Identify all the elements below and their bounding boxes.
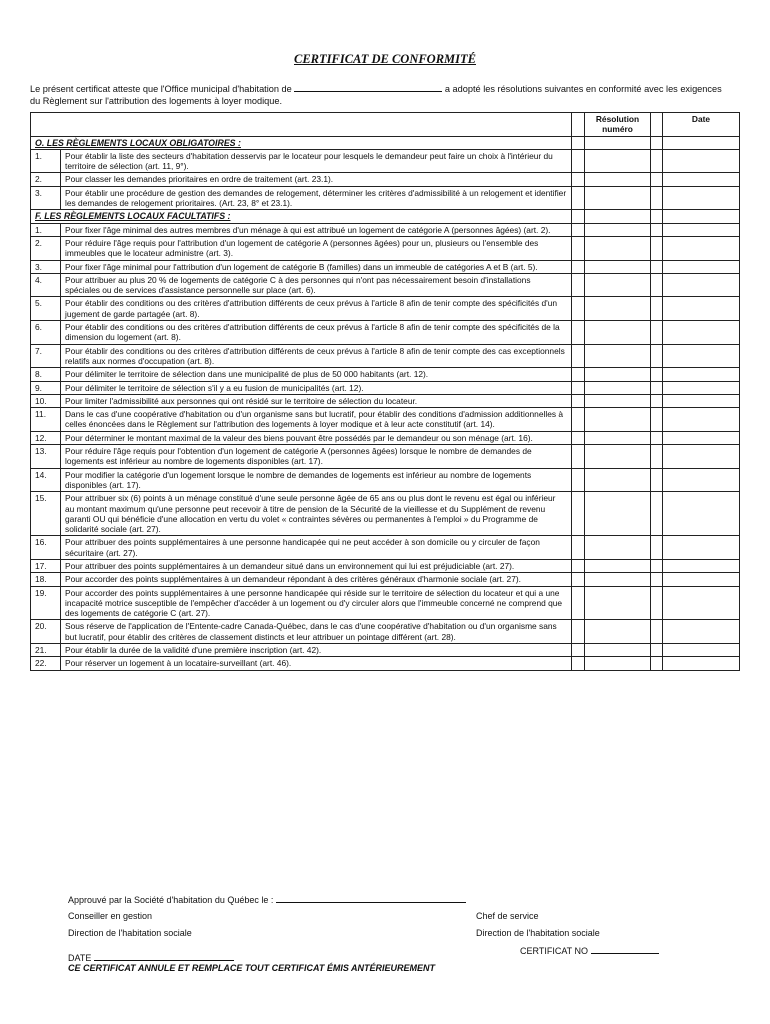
row-number: 1. bbox=[31, 223, 61, 236]
row-number: 15. bbox=[31, 492, 61, 536]
date-field[interactable] bbox=[663, 173, 740, 186]
certificat-number-label: CERTIFICAT NO bbox=[520, 946, 589, 956]
resolution-number-field[interactable] bbox=[585, 381, 651, 394]
date-field[interactable] bbox=[663, 445, 740, 469]
gap-cell bbox=[651, 136, 663, 149]
resolutions-table-body bbox=[31, 113, 740, 671]
resolution-number-field[interactable] bbox=[585, 186, 651, 210]
row-number: 3. bbox=[31, 186, 61, 210]
intro-text-end: a adopté les résolutions suivantes en conformité avec les exigences du Règlement sur l'attribution des logements à loyer modique. bbox=[30, 84, 722, 106]
table-row bbox=[31, 468, 740, 492]
row-description: Pour réduire l'âge requis pour l'obtention d'un logement de catégorie A (personnes âgées) lorsque le nombre de demandes de logements est inférieur au nombre de logements disponibles (art. 17). bbox=[61, 445, 572, 469]
gap-cell bbox=[572, 173, 585, 186]
row-description: Pour réserver un logement à un locataire-surveillant (art. 46). bbox=[61, 657, 572, 670]
resolution-number-field[interactable] bbox=[585, 559, 651, 572]
row-number: 6. bbox=[31, 321, 61, 345]
gap-cell bbox=[572, 344, 585, 368]
resolution-number-field[interactable] bbox=[585, 260, 651, 273]
row-description: Pour attribuer six (6) points à un ménage constitué d'une seule personne âgée de 65 ans ou plus dont le revenu est égal ou inférieur au montant maximum qu'une personne peut recevoir à titre de pension de la Sécurité de la vieillesse et du Supplément de revenu garanti OU qui bénéficie d'une allocation en vertu du volet « contraintes sévères ou permanentes à l'emploi » du Programme de solidarité sociale (art. 27). bbox=[61, 492, 572, 536]
date-cell bbox=[663, 210, 740, 223]
date-field[interactable] bbox=[663, 573, 740, 586]
intro-text-start: Le présent certificat atteste que l'Office municipal d'habitation de bbox=[30, 84, 292, 94]
table-row bbox=[31, 236, 740, 260]
date-field[interactable] bbox=[663, 431, 740, 444]
gap-cell bbox=[572, 136, 585, 149]
table-row bbox=[31, 657, 740, 670]
row-description: Pour classer les demandes prioritaires en ordre de traitement (art. 23.1). bbox=[61, 173, 572, 186]
table-row bbox=[31, 620, 740, 644]
date-field[interactable] bbox=[663, 297, 740, 321]
resolution-number-field[interactable] bbox=[585, 431, 651, 444]
date-field[interactable] bbox=[663, 492, 740, 536]
row-number: 13. bbox=[31, 445, 61, 469]
date-field[interactable] bbox=[663, 394, 740, 407]
gap-cell bbox=[572, 394, 585, 407]
resolution-number-field[interactable] bbox=[585, 644, 651, 657]
gap-cell bbox=[651, 536, 663, 560]
gap-cell bbox=[572, 210, 585, 223]
gap-cell bbox=[651, 394, 663, 407]
direction-left-label: Direction de l'habitation sociale bbox=[68, 928, 192, 938]
row-description: Pour établir des conditions ou des critères d'attribution différents de ceux prévus à l'article 8 afin de tenir compte des spécificités d'un jugement de garde partagée (art. 8). bbox=[61, 297, 572, 321]
row-number: 9. bbox=[31, 381, 61, 394]
gap-cell bbox=[572, 236, 585, 260]
date-label: DATE bbox=[68, 953, 92, 963]
gap-cell bbox=[572, 445, 585, 469]
gap-cell bbox=[651, 236, 663, 260]
gap-cell bbox=[651, 260, 663, 273]
resolution-number-field[interactable] bbox=[585, 492, 651, 536]
gap-cell bbox=[572, 273, 585, 297]
date-field[interactable] bbox=[663, 408, 740, 432]
row-number: 22. bbox=[31, 657, 61, 670]
gap-cell bbox=[572, 586, 585, 620]
date-field[interactable] bbox=[663, 559, 740, 572]
row-number: 10. bbox=[31, 394, 61, 407]
row-description: Pour établir une procédure de gestion des demandes de relogement, déterminer les critères d'admissibilité à un relogement et identifier les demandes de relogement prioritaires. (Art. 23, 8° et 23.1). bbox=[61, 186, 572, 210]
resolution-number-field[interactable] bbox=[585, 445, 651, 469]
section-heading: F. LES RÈGLEMENTS LOCAUX FACULTATIFS : bbox=[31, 210, 572, 223]
row-description: Pour établir la durée de la validité d'une première inscription (art. 42). bbox=[61, 644, 572, 657]
date-field[interactable] bbox=[663, 236, 740, 260]
gap-cell bbox=[651, 321, 663, 345]
gap-cell bbox=[651, 468, 663, 492]
gap-cell bbox=[572, 408, 585, 432]
table-row bbox=[31, 431, 740, 444]
gap-cell bbox=[651, 223, 663, 236]
resolution-number-field[interactable] bbox=[585, 321, 651, 345]
header-gap-cell bbox=[572, 113, 585, 137]
table-row bbox=[31, 223, 740, 236]
resolution-number-field[interactable] bbox=[585, 173, 651, 186]
row-description: Pour attribuer au plus 20 % de logements de catégorie C à des personnes qui n'ont pas nécessairement besoin d'installations spéciales ou de services d'assistance personnelle sur place (art. 6). bbox=[61, 273, 572, 297]
gap-cell bbox=[651, 620, 663, 644]
date-field[interactable] bbox=[663, 586, 740, 620]
section-heading-row bbox=[31, 210, 740, 223]
header-blank-cell bbox=[31, 113, 572, 137]
intro-paragraph bbox=[30, 82, 730, 107]
gap-cell bbox=[572, 321, 585, 345]
section-heading: O. LES RÈGLEMENTS LOCAUX OBLIGATOIRES : bbox=[31, 136, 572, 149]
row-description: Pour délimiter le territoire de sélection s'il y a eu fusion de municipalités (art. 12). bbox=[61, 381, 572, 394]
date-field[interactable] bbox=[663, 368, 740, 381]
resolution-number-field[interactable] bbox=[585, 408, 651, 432]
row-description: Pour délimiter le territoire de sélection dans une municipalité de plus de 50 000 habitants (art. 12). bbox=[61, 368, 572, 381]
document-title: CERTIFICAT DE CONFORMITÉ bbox=[294, 52, 476, 66]
table-row bbox=[31, 297, 740, 321]
gap-cell bbox=[651, 586, 663, 620]
gap-cell bbox=[651, 273, 663, 297]
gap-cell bbox=[651, 408, 663, 432]
gap-cell bbox=[572, 620, 585, 644]
resolution-number-field[interactable] bbox=[585, 236, 651, 260]
gap-cell bbox=[651, 492, 663, 536]
section-heading-row bbox=[31, 136, 740, 149]
gap-cell bbox=[651, 573, 663, 586]
resolution-number-field[interactable] bbox=[585, 586, 651, 620]
row-number: 12. bbox=[31, 431, 61, 444]
date-field[interactable] bbox=[663, 536, 740, 560]
table-row bbox=[31, 344, 740, 368]
table-row bbox=[31, 586, 740, 620]
table-header-row bbox=[31, 113, 740, 137]
chef-label: Chef de service bbox=[476, 911, 539, 921]
gap-cell bbox=[572, 368, 585, 381]
gap-cell bbox=[651, 644, 663, 657]
gap-cell bbox=[651, 368, 663, 381]
gap-cell bbox=[572, 297, 585, 321]
date-field[interactable] bbox=[663, 186, 740, 210]
row-description: Pour accorder des points supplémentaires à une personne handicapée qui réside sur le territoire de sélection du locateur et qui a une incapacité motrice susceptible de l'empêcher d'accéder à un logement ou d'y circuler alors que l'immeuble concerné ne comprend que des logements de catégorie C (art. 27). bbox=[61, 586, 572, 620]
table-row bbox=[31, 394, 740, 407]
direction-right-label: Direction de l'habitation sociale bbox=[476, 928, 600, 938]
row-description: Pour établir des conditions ou des critères d'attribution différents de ceux prévus à l'article 8 afin de tenir compte des spécificités de la dimension du logement (art. 8). bbox=[61, 321, 572, 345]
approval-line bbox=[68, 893, 466, 905]
row-number: 2. bbox=[31, 173, 61, 186]
row-description: Pour déterminer le montant maximal de la valeur des biens pouvant être possédés par le demandeur ou son ménage (art. 16). bbox=[61, 431, 572, 444]
row-description: Pour limiter l'admissibilité aux personnes qui ont résidé sur le territoire de sélection du locateur. bbox=[61, 394, 572, 407]
date-cell bbox=[663, 136, 740, 149]
date-field[interactable] bbox=[663, 344, 740, 368]
row-number: 7. bbox=[31, 344, 61, 368]
gap-cell bbox=[572, 644, 585, 657]
resolution-cell bbox=[585, 210, 651, 223]
row-number: 3. bbox=[31, 260, 61, 273]
resolution-number-field[interactable] bbox=[585, 149, 651, 173]
resolution-number-field[interactable] bbox=[585, 620, 651, 644]
row-number: 5. bbox=[31, 297, 61, 321]
table-row bbox=[31, 321, 740, 345]
gap-cell bbox=[572, 223, 585, 236]
table-row bbox=[31, 445, 740, 469]
column-header-date: Date bbox=[663, 113, 740, 137]
row-description: Pour fixer l'âge minimal pour l'attribution d'un logement de catégorie B (familles) dans un immeuble de catégories A et B (art. 5). bbox=[61, 260, 572, 273]
gap-cell bbox=[651, 344, 663, 368]
gap-cell bbox=[572, 559, 585, 572]
row-description: Pour établir des conditions ou des critères d'attribution différents de ceux prévus à l'article 8 afin de tenir compte des cas exceptionnels relatifs aux normes d'occupation (art. 8). bbox=[61, 344, 572, 368]
table-row bbox=[31, 573, 740, 586]
table-row bbox=[31, 644, 740, 657]
gap-cell bbox=[572, 260, 585, 273]
date-field[interactable] bbox=[663, 644, 740, 657]
date-field[interactable] bbox=[663, 657, 740, 670]
table-row bbox=[31, 149, 740, 173]
resolution-number-field[interactable] bbox=[585, 297, 651, 321]
date-field[interactable] bbox=[663, 321, 740, 345]
row-description: Pour accorder des points supplémentaires à un demandeur répondant à des critères généraux d'harmonie sociale (art. 27). bbox=[61, 573, 572, 586]
gap-cell bbox=[651, 210, 663, 223]
row-number: 17. bbox=[31, 559, 61, 572]
table-row bbox=[31, 260, 740, 273]
date-field[interactable] bbox=[663, 468, 740, 492]
resolution-number-field[interactable] bbox=[585, 394, 651, 407]
gap-cell bbox=[572, 431, 585, 444]
table-row bbox=[31, 492, 740, 536]
date-field[interactable] bbox=[663, 260, 740, 273]
table-row bbox=[31, 273, 740, 297]
resolution-number-field[interactable] bbox=[585, 223, 651, 236]
row-description: Sous réserve de l'application de l'Entente-cadre Canada-Québec, dans le cas d'une coopérative d'habitation ou d'un organisme sans but lucratif, pour établir des critères de classement distincts et leur attribuer un pointage différent (art. 28). bbox=[61, 620, 572, 644]
approval-label: Approuvé par la Société d'habitation du Québec le : bbox=[68, 895, 274, 905]
resolution-number-field[interactable] bbox=[585, 468, 651, 492]
table-row bbox=[31, 408, 740, 432]
gap-cell bbox=[651, 149, 663, 173]
gap-cell bbox=[572, 657, 585, 670]
date-field[interactable] bbox=[663, 149, 740, 173]
row-description: Dans le cas d'une coopérative d'habitation ou d'un organisme sans but lucratif, pour établir des conditions d'admission additionnelles à celles énoncées dans le Règlement sur l'attribution des logements à loyer modique et à leur acte constitutif (art. 14). bbox=[61, 408, 572, 432]
date-field[interactable] bbox=[663, 223, 740, 236]
header-gap-cell bbox=[651, 113, 663, 137]
resolution-number-field[interactable] bbox=[585, 273, 651, 297]
row-description: Pour attribuer des points supplémentaires à une personne handicapée qui ne peut accéder à son domicile ou y circuler de façon sécuritaire (art. 27). bbox=[61, 536, 572, 560]
row-number: 21. bbox=[31, 644, 61, 657]
row-number: 19. bbox=[31, 586, 61, 620]
gap-cell bbox=[572, 149, 585, 173]
gap-cell bbox=[651, 297, 663, 321]
table-row bbox=[31, 173, 740, 186]
row-number: 14. bbox=[31, 468, 61, 492]
gap-cell bbox=[651, 657, 663, 670]
gap-cell bbox=[572, 492, 585, 536]
row-number: 18. bbox=[31, 573, 61, 586]
resolution-cell bbox=[585, 136, 651, 149]
date-field[interactable] bbox=[663, 273, 740, 297]
resolutions-table bbox=[30, 112, 740, 671]
date-blank[interactable] bbox=[94, 951, 234, 961]
gap-cell bbox=[651, 173, 663, 186]
resolution-number-field[interactable] bbox=[585, 573, 651, 586]
row-number: 4. bbox=[31, 273, 61, 297]
column-header-resolution: Résolution numéro bbox=[585, 113, 651, 137]
row-description: Pour fixer l'âge minimal des autres membres d'un ménage à qui est attribué un logement de catégorie A (personnes âgées) (art. 2). bbox=[61, 223, 572, 236]
row-number: 16. bbox=[31, 536, 61, 560]
table-row bbox=[31, 381, 740, 394]
certificat-number-line bbox=[520, 944, 659, 956]
resolution-number-field[interactable] bbox=[585, 344, 651, 368]
table-row bbox=[31, 186, 740, 210]
notice-text: CE CERTIFICAT ANNULE ET REMPLACE TOUT CERTIFICAT ÉMIS ANTÉRIEUREMENT bbox=[68, 963, 436, 973]
gap-cell bbox=[651, 559, 663, 572]
certificat-number-blank[interactable] bbox=[591, 944, 659, 954]
date-line bbox=[68, 951, 234, 963]
resolution-number-field[interactable] bbox=[585, 536, 651, 560]
resolution-number-field[interactable] bbox=[585, 657, 651, 670]
row-number: 11. bbox=[31, 408, 61, 432]
gap-cell bbox=[651, 186, 663, 210]
table-row bbox=[31, 536, 740, 560]
row-number: 1. bbox=[31, 149, 61, 173]
row-number: 8. bbox=[31, 368, 61, 381]
row-description: Pour attribuer des points supplémentaires à un demandeur situé dans un environnement qui lui est préjudiciable (art. 27). bbox=[61, 559, 572, 572]
resolution-number-field[interactable] bbox=[585, 368, 651, 381]
date-field[interactable] bbox=[663, 381, 740, 394]
row-description: Pour établir la liste des secteurs d'habitation desservis par le locateur pour lesquels le demandeur peut faire un choix à l'intérieur du territoire de sélection (art. 11, 9°). bbox=[61, 149, 572, 173]
row-description: Pour modifier la catégorie d'un logement lorsque le nombre de demandes de logements est inférieur au nombre de logements disponibles (art. 17). bbox=[61, 468, 572, 492]
gap-cell bbox=[651, 381, 663, 394]
row-description: Pour réduire l'âge requis pour l'attribution d'un logement de catégorie A (personnes âgées) pour un, plusieurs ou l'ensemble des immeubles que le locateur administre (art. 3). bbox=[61, 236, 572, 260]
conseiller-label: Conseiller en gestion bbox=[68, 911, 153, 921]
gap-cell bbox=[651, 431, 663, 444]
table-row bbox=[31, 559, 740, 572]
date-field[interactable] bbox=[663, 620, 740, 644]
gap-cell bbox=[572, 186, 585, 210]
gap-cell bbox=[572, 573, 585, 586]
office-name-blank[interactable] bbox=[294, 82, 442, 92]
gap-cell bbox=[572, 536, 585, 560]
row-number: 20. bbox=[31, 620, 61, 644]
gap-cell bbox=[572, 468, 585, 492]
approval-date-blank[interactable] bbox=[276, 893, 466, 903]
gap-cell bbox=[572, 381, 585, 394]
table-row bbox=[31, 368, 740, 381]
row-number: 2. bbox=[31, 236, 61, 260]
gap-cell bbox=[651, 445, 663, 469]
